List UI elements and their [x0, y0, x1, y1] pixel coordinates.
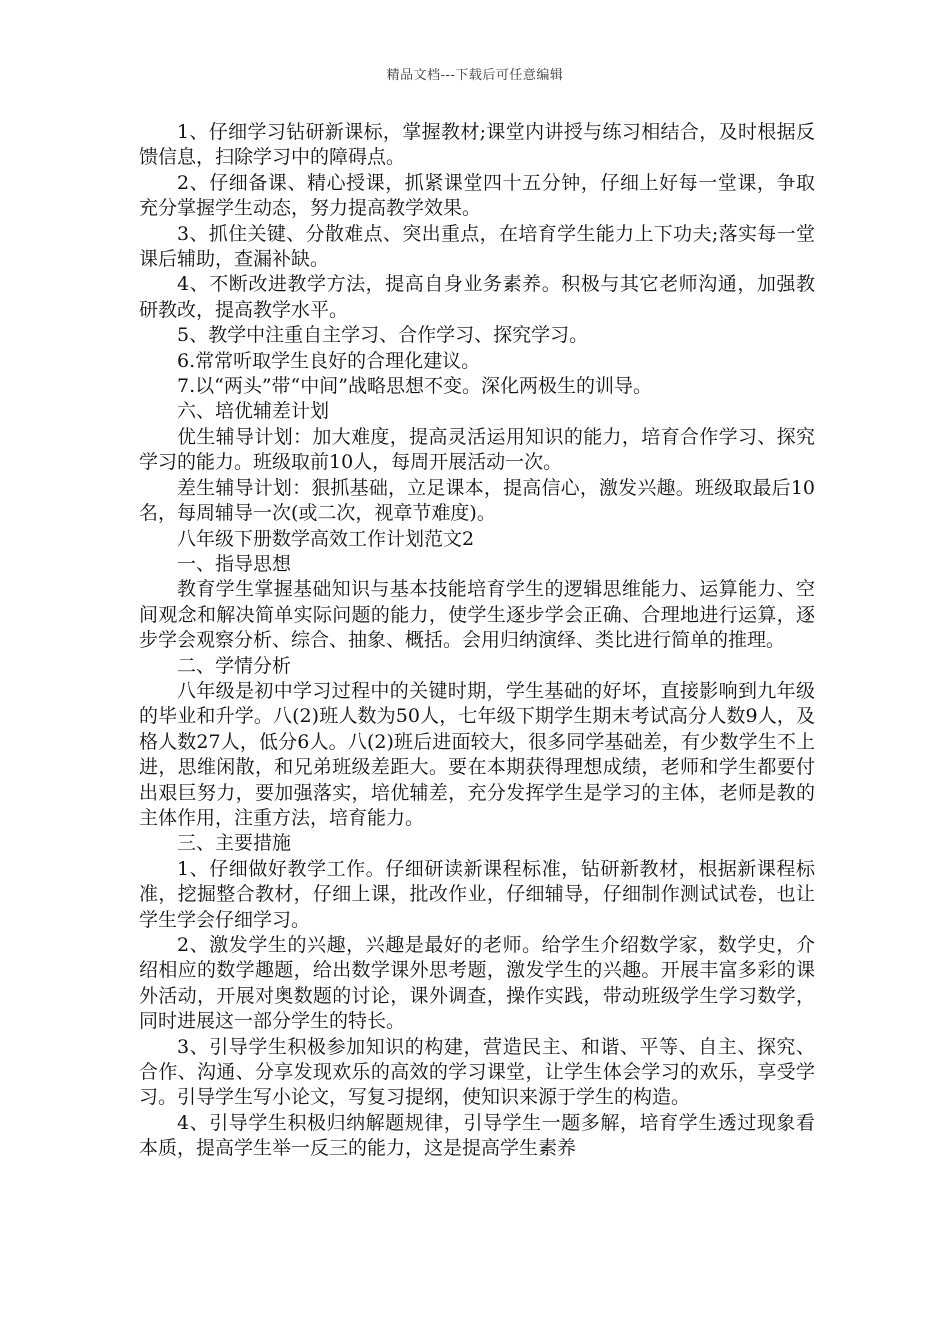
- paragraph: 3、引导学生积极参加知识的构建，营造民主、和谐、平等、自主、探究、合作、沟通、分享发现欢乐的高效的学习课堂，让学生体会学习的欢乐，享受学习。引导学生写小论文，写复习提纲，使知识来源于学生的构造。: [139, 1035, 815, 1109]
- paragraph: 八年级是初中学习过程中的关键时期，学生基础的好坏，直接影响到九年级的毕业和升学。八(2)班人数为50人，七年级下期学生期末考试高分人数9人，及格人数27人，低分6人。八(2)班后进面较大，很多同学基础差，有少数学生不上进，思维闲散，和兄弟班级差距大。要在本期获得理想成绩，老师和学生都要付出艰巨努力，要加强落实，培优辅差，充分发挥学生是学习的主体，老师是教的主体作用，注重方法，培育能力。: [139, 679, 815, 829]
- section-heading: 二、学情分析: [177, 654, 292, 677]
- paragraph: 2、激发学生的兴趣，兴趣是最好的老师。给学生介绍数学家，数学史，介绍相应的数学趣题，给出数学课外思考题，激发学生的兴趣。开展丰富多彩的课外活动，开展对奥数题的讨论，课外调查，操作实践，带动班级学生学习数学，同时进展这一部分学生的特长。: [139, 934, 815, 1033]
- paragraph: 3、抓住关键、分散难点、突出重点，在培育学生能力上下功夫;落实每一堂课后辅助，查漏补缺。: [139, 222, 815, 271]
- paragraph: 5、教学中注重自主学习、合作学习、探究学习。: [177, 324, 589, 347]
- paragraph: 2、仔细备课、精心授课，抓紧课堂四十五分钟，仔细上好每一堂课，争取充分掌握学生动态，努力提高教学效果。: [139, 171, 815, 220]
- paragraph: 4、不断改进教学方法，提高自身业务素养。积极与其它老师沟通，加强教研教改，提高教学水平。: [139, 273, 815, 321]
- page-header-note: 精品文档---下载后可任意编辑: [386, 68, 564, 83]
- paragraph: 差生辅导计划：狠抓基础，立足课本，提高信心，激发兴趣。班级取最后10名，每周辅导一次(或二次，视章节难度)。: [139, 476, 815, 525]
- paragraph: 6.常常听取学生良好的合理化建议。: [177, 349, 481, 372]
- document-title: 八年级下册数学高效工作计划范文2: [177, 527, 475, 550]
- paragraph: 1、仔细做好教学工作。仔细研读新课程标准，钻研新教材，根据新课程标准，挖掘整合教材，仔细上课，批改作业，仔细辅导，仔细制作测试试卷，也让学生学会仔细学习。: [139, 857, 815, 931]
- document-body: [139, 120, 815, 1162]
- section-heading: 六、培优辅差计划: [177, 400, 330, 423]
- paragraph: 4、引导学生积极归纳解题规律，引导学生一题多解，培育学生透过现象看本质，提高学生举一反三的能力，这是提高学生素养: [139, 1111, 815, 1160]
- section-heading: 三、主要措施: [177, 832, 292, 855]
- paragraph: 7.以“两头”带“中间”战略思想不变。深化两极生的训导。: [177, 375, 652, 398]
- paragraph: 教育学生掌握基础知识与基本技能培育学生的逻辑思维能力、运算能力、空间观念和解决简单实际问题的能力，使学生逐步学会正确、合理地进行运算，逐步学会观察分析、综合、抽象、概括。会用归纳演绎、类比进行简单的推理。: [139, 578, 815, 652]
- paragraph: 1、仔细学习钻研新课标，掌握教材;课堂内讲授与练习相结合，及时根据反馈信息，扫除学习中的障碍点。: [139, 121, 815, 169]
- paragraph: 优生辅导计划：加大难度，提高灵活运用知识的能力，培育合作学习、探究学习的能力。班级取前10人，每周开展活动一次。: [139, 425, 815, 474]
- section-heading: 一、指导思想: [177, 552, 292, 575]
